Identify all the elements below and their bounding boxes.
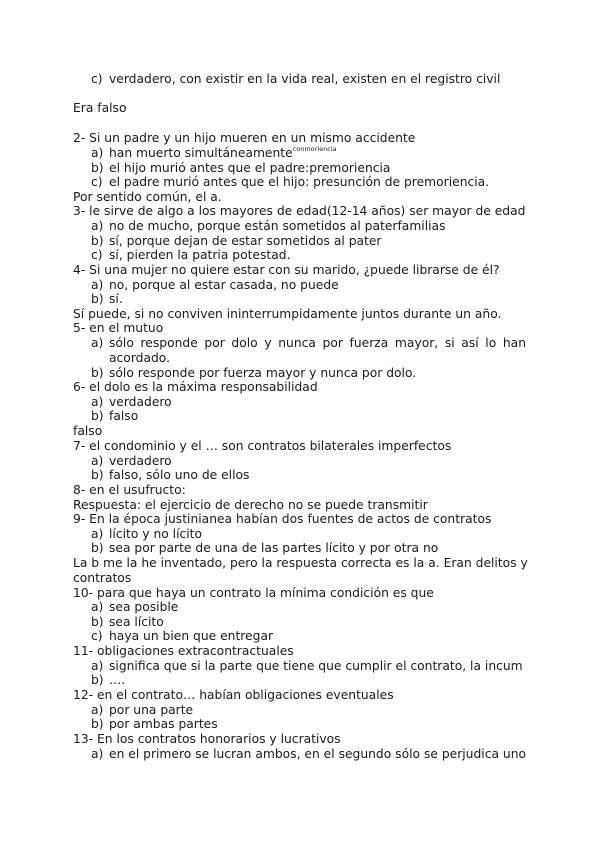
- option-label: a): [91, 527, 104, 541]
- option-a: [91, 219, 445, 234]
- option-text: el hijo murió antes que el padre:premoriencia: [109, 161, 391, 175]
- option-a: [91, 527, 202, 542]
- question-8: 8- en el usufructo:: [73, 483, 186, 497]
- option-label: b): [91, 161, 104, 175]
- option-label: a): [91, 747, 104, 761]
- option-label: a): [91, 395, 104, 409]
- option-text: han muerto simultáneamente: [109, 146, 293, 160]
- option-text: significa que si la parte que tiene que cumplir el contrato, la incum: [109, 659, 523, 673]
- option-text: sí.: [109, 292, 123, 306]
- option-text: verdadero: [109, 395, 172, 409]
- option-text: falso, sólo uno de ellos: [109, 468, 250, 482]
- question-7: 7- el condominio y el … son contratos bilaterales imperfectos: [73, 439, 452, 453]
- question-11: 11- obligaciones extracontractuales: [73, 644, 294, 658]
- option-text-continued: acordado.: [109, 351, 171, 365]
- option-label: c): [91, 248, 103, 262]
- option-text: en el primero se lucran ambos, en el segundo sólo se perjudica uno: [109, 747, 527, 761]
- answer-line: Respuesta: el ejercicio de derecho no se puede transmitir: [73, 498, 428, 512]
- option-b: [91, 717, 218, 732]
- option-label: b): [91, 717, 104, 731]
- question-5: 5- en el mutuo: [73, 321, 164, 335]
- option-text: falso: [109, 409, 139, 423]
- option-label: c): [91, 175, 103, 189]
- question-4: 4- Si una mujer no quiere estar con su marido, ¿puede librarse de él?: [73, 263, 500, 277]
- option-label: b): [91, 234, 104, 248]
- question-12: 12- en el contrato… habían obligaciones eventuales: [73, 688, 394, 702]
- option-label: a): [91, 219, 104, 233]
- option-a: [91, 278, 339, 293]
- option-text: sólo responde por fuerza mayor y nunca por dolo.: [109, 366, 417, 380]
- option-text: no de mucho, porque están sometidos al paterfamilias: [109, 219, 446, 233]
- option-text: sea posible: [109, 600, 179, 614]
- answer-line: falso: [73, 424, 103, 438]
- question-3: 3- le sirve de algo a los mayores de edad(12-14 años) ser mayor de edad: [73, 204, 526, 218]
- option-text: sea por parte de una de las partes lícito y por otra no: [109, 541, 439, 555]
- option-text: sí, pierden la patria potestad.: [109, 248, 291, 262]
- option-label: c): [91, 72, 103, 86]
- option-label: b): [91, 409, 104, 423]
- option-b: [91, 409, 138, 424]
- option-label: a): [91, 146, 104, 160]
- answer-line: La b me la he inventado, pero la respuesta correcta es la a. Eran delitos y: [73, 556, 528, 570]
- answer-line: Por sentido común, el a.: [73, 190, 222, 204]
- answer-line-continued: contratos: [73, 571, 132, 585]
- superscript-note: conmoriencia: [292, 145, 337, 153]
- option-c: [91, 175, 489, 190]
- option-text: verdadero: [109, 454, 172, 468]
- option-b: [91, 541, 438, 556]
- option-text: sea lícito: [109, 615, 164, 629]
- option-text: sólo responde por dolo y nunca por fuerza mayor, si así lo han: [109, 336, 526, 350]
- option-a: [91, 454, 172, 469]
- option-text: sí, porque dejan de estar sometidos al pater: [109, 234, 382, 248]
- option-b: [91, 366, 416, 381]
- option-text: lícito y no lícito: [109, 527, 203, 541]
- option-label: b): [91, 292, 104, 306]
- option-a: [91, 395, 172, 410]
- option-label: c): [91, 629, 103, 643]
- option-b: [91, 615, 164, 630]
- option-b: [91, 161, 390, 176]
- option-c: [91, 72, 500, 87]
- question-9: 9- En la época justinianea habían dos fuentes de actos de contratos: [73, 512, 492, 526]
- option-label: b): [91, 673, 104, 687]
- question-10: 10- para que haya un contrato la mínima condición es que: [73, 586, 434, 600]
- option-text: por ambas partes: [109, 717, 218, 731]
- option-b: [91, 292, 123, 307]
- option-a: [91, 146, 337, 161]
- option-label: a): [91, 336, 104, 350]
- option-a: [91, 600, 178, 615]
- option-a: [91, 336, 109, 351]
- option-a: [91, 703, 193, 718]
- question-2: 2- Si un padre y un hijo mueren en un mismo accidente: [73, 131, 416, 145]
- option-text: verdadero, con existir en la vida real, existen en el registro civil: [109, 72, 501, 86]
- option-a: [91, 659, 523, 674]
- option-label: b): [91, 541, 104, 555]
- option-b: [91, 468, 249, 483]
- option-text: haya un bien que entregar: [109, 629, 274, 643]
- option-text: no, porque al estar casada, no puede: [109, 278, 339, 292]
- question-6: 6- el dolo es la máxima responsabilidad: [73, 380, 318, 394]
- option-text: el padre murió antes que el hijo: presunción de premoriencia.: [109, 175, 490, 189]
- answer-line: Era falso: [73, 101, 127, 115]
- option-b: [91, 673, 125, 688]
- option-text: ….: [109, 673, 126, 687]
- option-b: [91, 234, 381, 249]
- option-label: a): [91, 659, 104, 673]
- option-label: b): [91, 615, 104, 629]
- answer-line: Sí puede, si no conviven ininterrumpidamente juntos durante un año.: [73, 307, 502, 321]
- option-c: [91, 629, 273, 644]
- option-label: a): [91, 600, 104, 614]
- option-a: [91, 747, 526, 762]
- option-label: b): [91, 366, 104, 380]
- option-c: [91, 248, 290, 263]
- option-label: a): [91, 278, 104, 292]
- option-label: a): [91, 703, 104, 717]
- option-label: b): [91, 468, 104, 482]
- option-text: por una parte: [109, 703, 194, 717]
- option-label: a): [91, 454, 104, 468]
- question-13: 13- En los contratos honorarios y lucrativos: [73, 732, 341, 746]
